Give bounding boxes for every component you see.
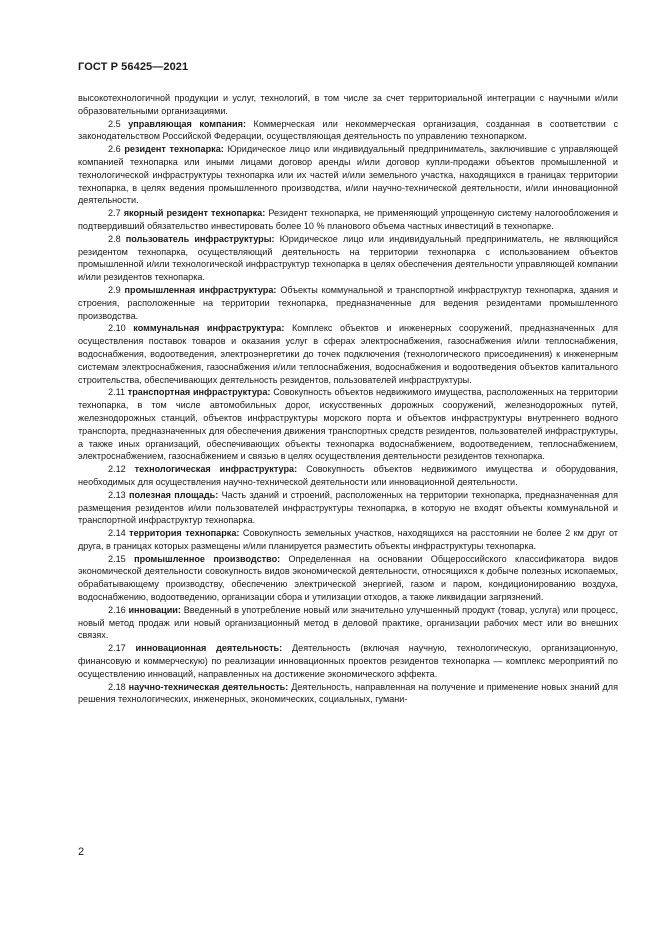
clause-list xyxy=(78,118,618,707)
clause-definition: Комплекс объектов и инженерных сооружений, предназначенных для осуществления поставок товаров и оказания услуг в сферах электроснабжения, газоснабжения и/или теплоснабжения, водоснабжения, водоотведения, электроэнергетики до точек подключения (технологического присоединения) к инженерным системам электроснабжения, газоснабжения и/или теплоснабжения, водоснабжения и водоотведения объектов капитального строительства, обеспечивающих деятельность резидентов, пользователей инфраструктуры. xyxy=(78,323,619,385)
clause-definition: Совокупность объектов недвижимого имущества и оборудования, необходимых для осуществления научно-технической деятельности или инновационной деятельности. xyxy=(78,464,619,487)
clause-number: 2.5 xyxy=(108,118,121,129)
standard-header: ГОСТ Р 56425—2021 xyxy=(78,61,189,73)
clause-paragraph xyxy=(78,284,618,322)
page-number: 2 xyxy=(78,846,85,858)
clause-term: управляющая компания: xyxy=(128,118,246,129)
clause-number: 2.10 xyxy=(108,323,126,334)
clause-number: 2.12 xyxy=(108,464,126,475)
clause-definition: Часть зданий и строений, расположенных на территории технопарка, предназначенная для размещения резидентов и/или пользователей инфраструктуры технопарка, в которую не входят объекты коммунальной и транспортной инфраструктур технопарка. xyxy=(78,489,618,526)
clause-term: резидент технопарка: xyxy=(124,144,224,155)
clause-number: 2.15 xyxy=(108,553,126,564)
clause-number: 2.13 xyxy=(108,489,126,500)
clause-term: промышленное производство: xyxy=(134,553,281,564)
clause-paragraph xyxy=(78,463,618,489)
clause-definition: Резидент технопарка, не применяющий упрощенную систему налогообложения и подтвердивший обязательство инвестировать более 10 % планового объема частных инвестиций в технопарке. xyxy=(78,208,618,231)
clause-number: 2.11 xyxy=(108,387,126,398)
clause-paragraph xyxy=(78,681,618,707)
clause-paragraph xyxy=(78,604,618,642)
clause-definition: Введенный в употребление новый или значительно улучшенный продукт (товар, услуга) или процесс, новый метод продаж или новый организационный метод в деловой практике, организации рабочих мест или во внешних связях. xyxy=(78,604,618,641)
intro-paragraph: высокотехнологичной продукции и услуг, технологий, в том числе за счет территориальной интеграции с научными и/или образовательными организациями. xyxy=(78,93,618,116)
clause-number: 2.18 xyxy=(108,681,126,692)
clause-definition: Юридическое лицо или индивидуальный предприниматель, заключившие с управляющей компанией технопарка или иными лицами договор аренды и/или договор купли-продажи объектов промышленной и технологической инфраструктуры технопарка или их частей и/или земельного участка, находящихся в границах территории технопарка, в целях ведения промышленного производства, и/или научно-технической деятельности, и/или инновационной деятельности. xyxy=(78,144,618,206)
clause-paragraph xyxy=(78,527,618,553)
clause-definition: Деятельность (включая научную, технологическую, организационную, финансовую и коммерческую) по реализации инновационных проектов резидентов технопарка — комплекс мероприятий по осуществлению инноваций, направленных на достижение экономического эффекта. xyxy=(78,643,618,679)
clause-number: 2.6 xyxy=(108,144,121,155)
clause-term: промышленная инфраструктура: xyxy=(124,284,277,295)
clause-paragraph xyxy=(78,642,618,680)
clause-paragraph xyxy=(78,386,618,463)
clause-definition: Юридическое лицо или индивидуальный предприниматель, не являющийся резидентом технопарка, осуществляющий деятельность на территории технопарка с использованием объектов промышленной и/или технологической инфраструктур технопарка в целях обеспечения деятельности управляющей компании и/или резидентов технопарка. xyxy=(78,233,618,283)
clause-paragraph xyxy=(78,233,618,284)
clause-term: пользователь инфраструктуры: xyxy=(125,233,275,244)
clause-term: технологическая инфраструктура: xyxy=(134,464,298,475)
clause-definition: Определенная на основании Общероссийского классификатора видов экономической деятельности совокупность видов экономической деятельности, относящихся к добыче полезных ископаемых, обрабатывающему производству, обеспечению электрической энергией, газом и паром, кондиционированию воздуха, водоснабжению, водоотведению, организации сбора и утилизации отходов, а также ликвидации загрязнений. xyxy=(78,553,618,603)
clause-paragraph xyxy=(78,118,618,144)
clause-term: коммунальная инфраструктура: xyxy=(133,323,285,334)
clause-number: 2.17 xyxy=(108,643,126,654)
document-body xyxy=(78,92,618,706)
clause-term: транспортная инфраструктура: xyxy=(127,387,271,398)
clause-number: 2.9 xyxy=(108,284,121,295)
clause-number: 2.14 xyxy=(108,528,126,539)
clause-definition: Объекты коммунальной и транспортной инфраструктур технопарка, здания и строения, расположенные на территории технопарка, предназначенные для ведения резидентами промышленного производства. xyxy=(78,284,618,321)
clause-number: 2.16 xyxy=(108,604,126,615)
clause-term: якорный резидент технопарка: xyxy=(123,208,266,219)
clause-definition: Совокупность объектов недвижимого имущества, расположенных на территории технопарка, в том числе автомобильных дорог, искусственных дорожных сооружений, железнодорожных путей, железнодорожных станций, объектов инфраструктуры морского порта и объектов инфраструктуры внутреннего водного транспорта, предназначенных для обеспечения движения транспортных средств резидентов, пользователей инфраструктуры, а также иных организаций, обеспечивающих объекты технопарка водоснабжением, водоотведением, теплоснабжением, электроснабжением, газоснабжением и связью в целях осуществления деятельности резидентов технопарка. xyxy=(78,387,618,462)
clause-number: 2.7 xyxy=(108,208,121,219)
clause-term: полезная площадь: xyxy=(129,489,219,500)
clause-term: инновационная деятельность: xyxy=(135,643,283,654)
clause-term: инновации: xyxy=(128,604,181,615)
clause-definition: Совокупность земельных участков, находящихся на расстоянии не более 2 км друг от друга, в границах которых размещены и/или планируется разместить объекты инфраструктуры технопарка. xyxy=(78,528,618,551)
clause-paragraph xyxy=(78,322,618,386)
clause-term: территория технопарка: xyxy=(129,528,240,539)
clause-paragraph xyxy=(78,489,618,527)
clause-definition: Деятельность, направленная на получение и применение новых знаний для решения технологических, инженерных, экономических, социальных, гумани- xyxy=(78,681,618,705)
clause-paragraph xyxy=(78,207,618,233)
clause-paragraph xyxy=(78,553,618,604)
clause-term: научно-техническая деятельность: xyxy=(128,681,289,692)
clause-number: 2.8 xyxy=(108,233,121,244)
clause-definition: Коммерческая или некоммерческая организация, созданная в соответствии с законодательством Российской Федерации, осуществляющая деятельность по управлению технопарком. xyxy=(78,118,618,142)
clause-paragraph xyxy=(78,143,618,207)
